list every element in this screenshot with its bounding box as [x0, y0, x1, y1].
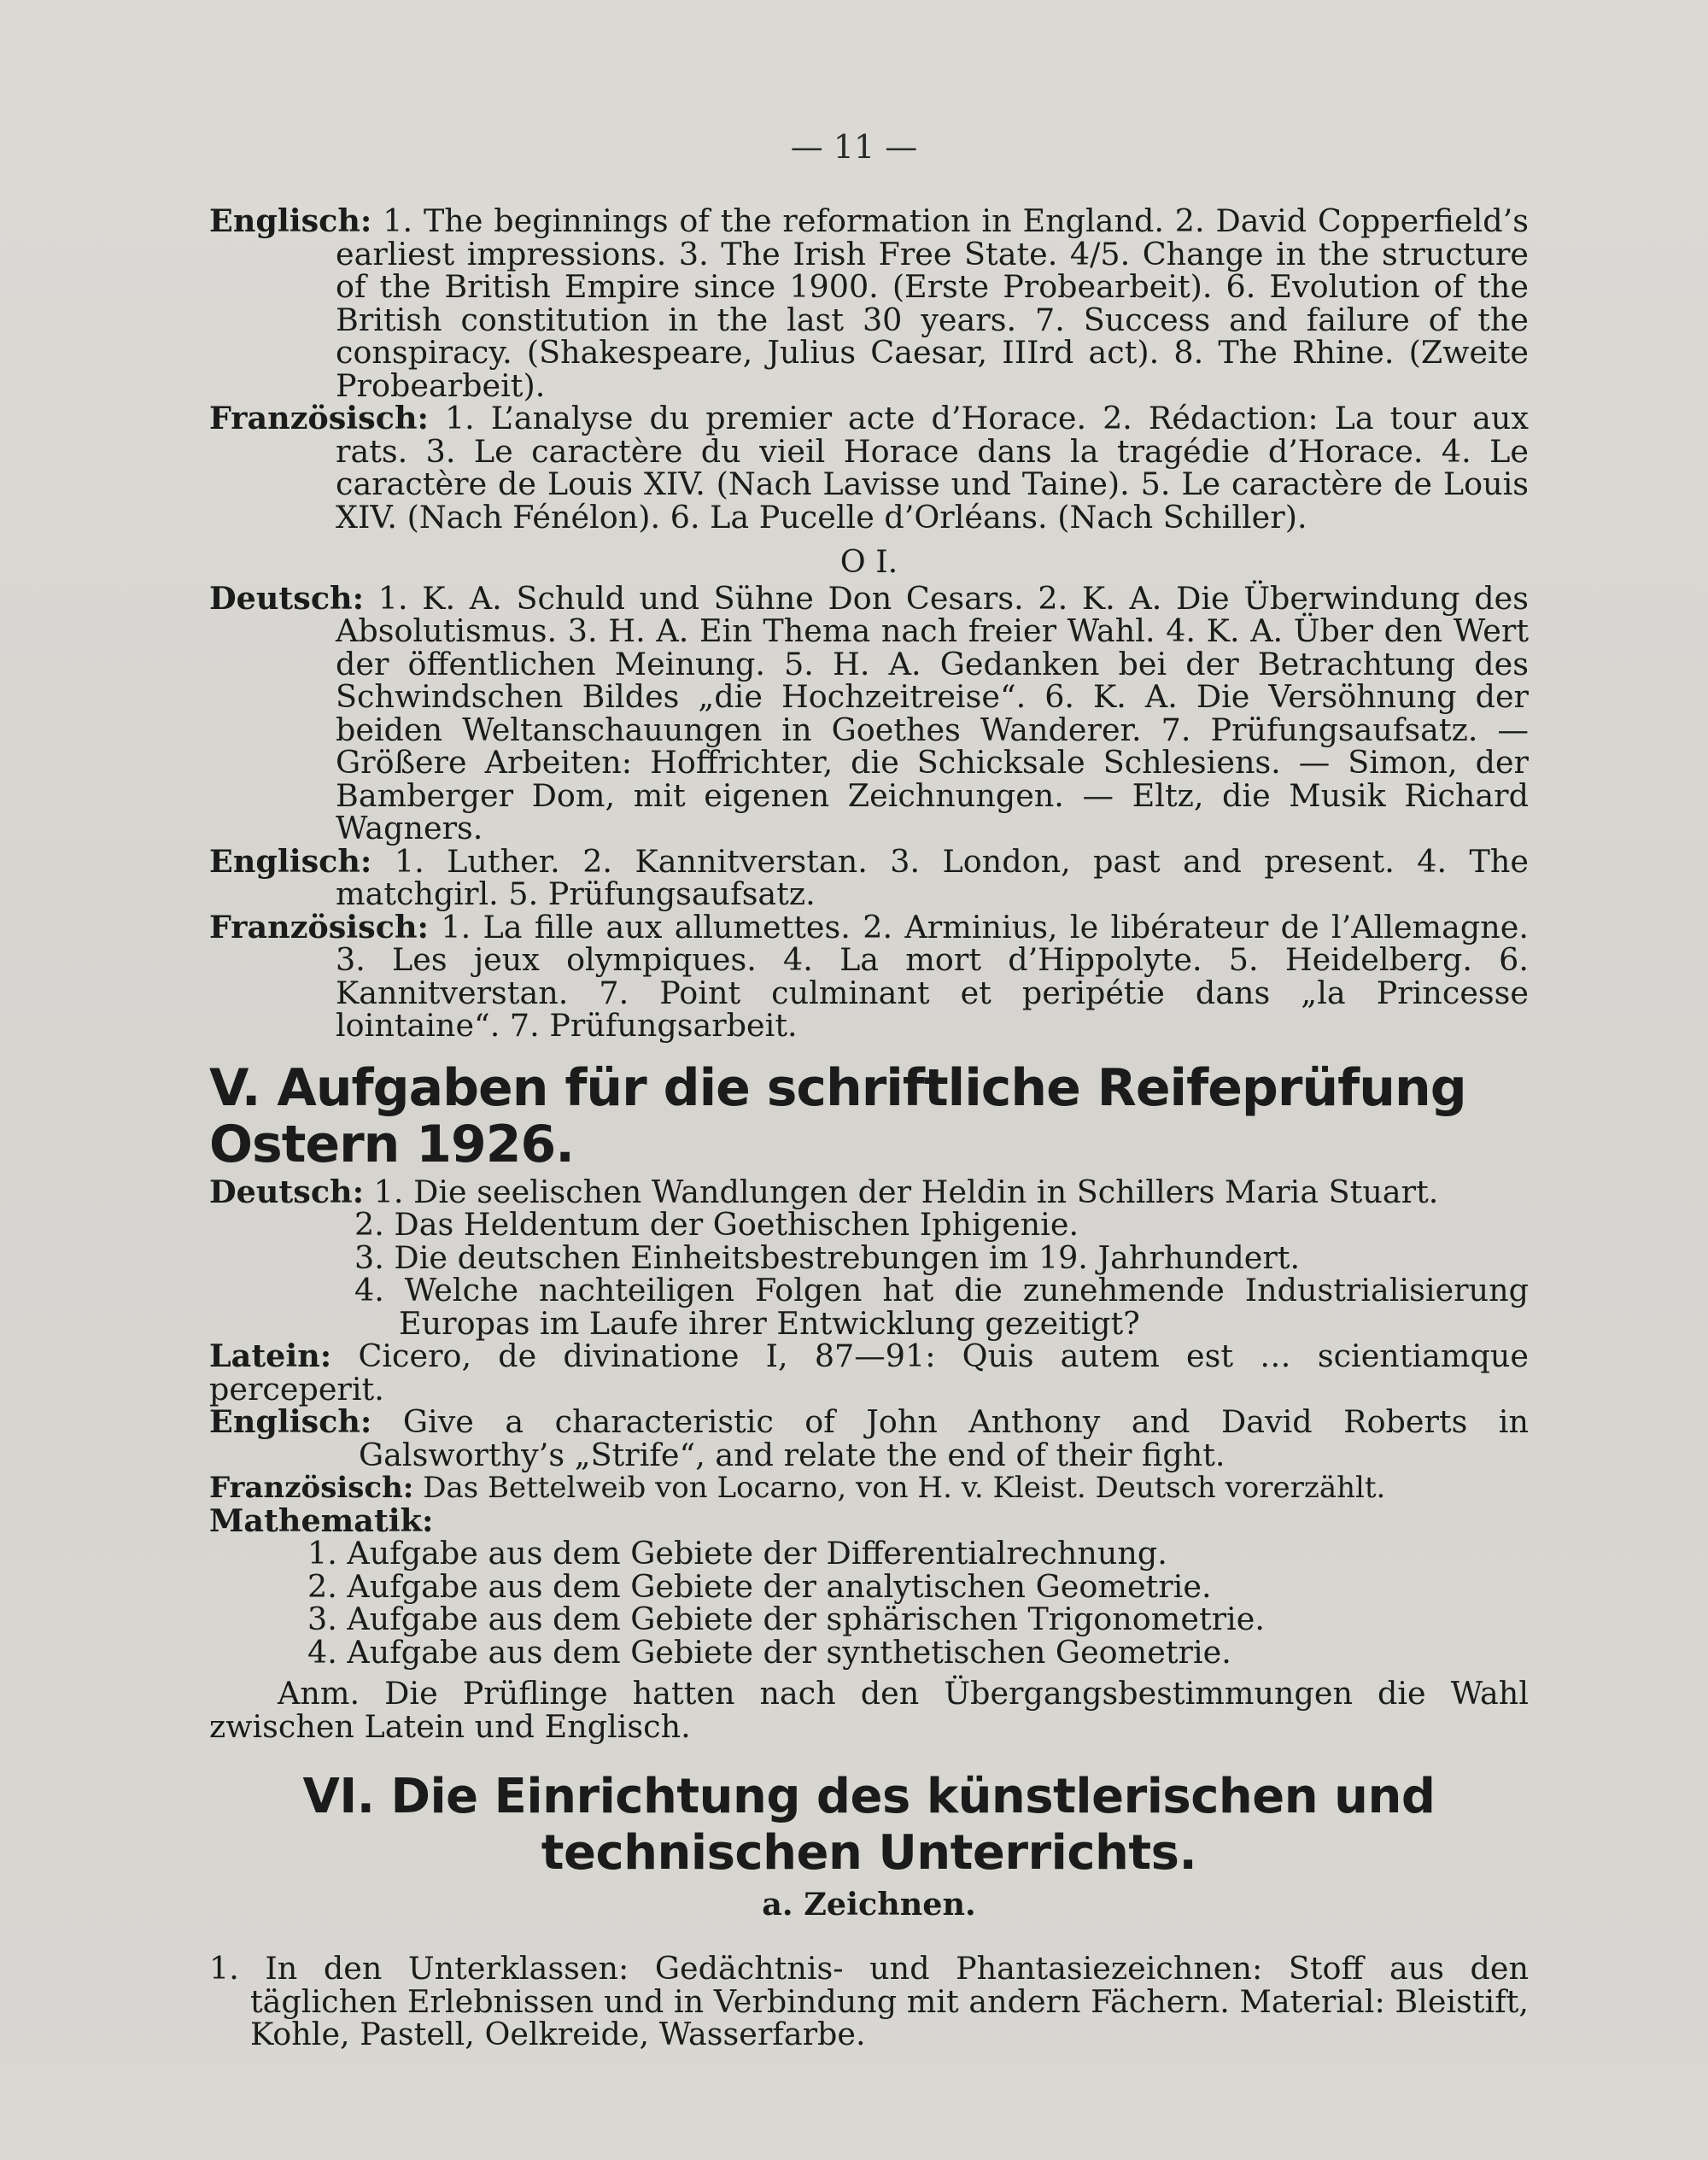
entry-latein-reife [209, 1340, 1529, 1406]
entry-franzoesisch-reife [209, 1472, 1529, 1505]
subject-label: Mathematik: [209, 1501, 434, 1539]
entry-text: 1. L’analyse du premier acte d’Horace. 2. Rédaction: La tour aux rats. 3. Le caractère du vieil Horace dans la tragédie d’Horace. 4. Le caractère de Louis XIV. (Nach Lavisse und Taine). 5. Le caractère de Louis XIV. (Nach Fénélon). 6. La Pucelle d’Orléans. (Nach Schiller). [336, 400, 1530, 536]
subject-label: Deutsch: [209, 579, 365, 617]
entry-mathematik-reife [209, 1501, 1529, 1539]
list-item: 2. Aufgabe aus dem Gebiete der analytischen Geometrie. [307, 1567, 1212, 1605]
list-item: 1. Aufgabe aus dem Gebiete der Differentialrechnung. [307, 1535, 1167, 1572]
subject-label: Deutsch: [209, 1173, 365, 1210]
list-item: 2. Das Heldentum der Goethischen Iphigenie. [354, 1206, 1079, 1243]
entry-text: 1. La fille aux allumettes. 2. Arminius, le libérateur de l’Allemagne. 3. Les jeux olympiques. 4. La mort d’Hippolyte. 5. Heidelberg. 6. Kannitverstan. 7. Point culminant et peripétie dans „la Princesse lointaine“. 7. Prüfungsarbeit. [336, 908, 1530, 1044]
subject-label: Englisch: [209, 1403, 372, 1440]
entry-englisch-o1 [209, 842, 1529, 912]
page-content [209, 202, 1530, 2052]
exam-note: Anm. Die Prüflinge hatten nach den Übergangsbestimmungen die Wahl zwischen Latein und Englisch. [209, 1675, 1529, 1745]
entry-text: Cicero, de divinatione I, 87—91: Quis autem est … scientiamque perceperit. [209, 1338, 1529, 1408]
entry-deutsch-o1 [209, 579, 1530, 846]
section-heading-vi: VI. Die Einrichtung des künstlerischen und technischen Unterrichts. [302, 1769, 1436, 1881]
subject-label: Englisch: [209, 842, 372, 880]
page-number: — 11 — [790, 128, 918, 166]
entry-franzoesisch-o1 [209, 908, 1530, 1044]
zeichnen-paragraph-1: 1. In den Unterklassen: Gedächtnis- und Phantasiezeichnen: Stoff aus den täglichen Erlebnissen und in Verbindung mit andern Fächern. Material: Bleistift, Kohle, Pastell, Oelkreide, Wasserfarbe. [209, 1950, 1529, 2052]
list-item: 4. Aufgabe aus dem Gebiete der synthetischen Geometrie. [307, 1633, 1231, 1671]
subject-label: Französisch: [209, 1471, 414, 1505]
entry-englisch-1 [209, 202, 1530, 404]
entry-text: 1. K. A. Schuld und Sühne Don Cesars. 2. K. A. Die Überwindung des Absolutismus. 3. H. A. Ein Thema nach freier Wahl. 4. K. A. Über den Wert der öffentlichen Meinung. 5. H. A. Gedanken bei der Betrachtung des Schwindschen Bildes „die Hochzeitreise“. 6. K. A. Die Versöhnung der beiden Weltanschauungen in Goethes Wanderer. 7. Prüfungsaufsatz. — Größere Arbeiten: Hoffrichter, die Schicksale Schlesiens. — Simon, der Bamberger Dom, mit eigenen Zeichnungen. — Eltz, die Musik Richard Wagners. [336, 579, 1530, 846]
entry-text: 1. The beginnings of the reformation in England. 2. David Copperfield’s earliest impressions. 3. The Irish Free State. 4/5. Change in the structure of the British Empire since 1900. (Erste Probearbeit). 6. Evolution of the British constitution in the last 30 years. 7. Success and failure of the conspiracy. (Shakespeare, Julius Caesar, IIIrd act). 8. The Rhine. (Zweite Probearbeit). [336, 202, 1530, 404]
entry-text: 1. Luther. 2. Kannitverstan. 3. London, past and present. 4. The matchgirl. 5. Prüfungsaufsatz. [336, 842, 1529, 912]
subject-label: Latein: [209, 1338, 332, 1374]
entry-text: Das Bettelweib von Locarno, von H. v. Kleist. Deutsch vorerzählt. [423, 1471, 1386, 1505]
list-item: 3. Die deutschen Einheitsbestrebungen im 19. Jahrhundert. [354, 1238, 1301, 1276]
entry-englisch-reife [209, 1403, 1529, 1473]
subject-label: Englisch: [209, 202, 372, 239]
entry-deutsch-reife [209, 1173, 1529, 1210]
mathematik-topic-list [209, 1537, 1529, 1669]
list-item: 3. Aufgabe aus dem Gebiete der sphärischen Trigonometrie. [307, 1601, 1265, 1637]
subject-label: Französisch: [209, 400, 429, 436]
list-item: 4. Welche nachteiligen Folgen hat die zunehmende Industrialisierung Europas im Laufe ihrer Entwicklung gezeitigt? [354, 1272, 1529, 1342]
subsection-heading-zeichnen: a. Zeichnen. [762, 1886, 976, 1923]
section-heading-v: V. Aufgaben für die schriftliche Reifeprüfung Ostern 1926. [209, 1057, 1466, 1174]
entry-text: Give a characteristic of John Anthony and David Roberts in Galsworthy’s „Strife“, and relate the end of their fight. [359, 1403, 1529, 1473]
entry-text: 1. Die seelischen Wandlungen der Heldin in Schillers Maria Stuart. [373, 1173, 1439, 1210]
subject-label: Französisch: [209, 908, 429, 945]
entry-franzoesisch-1 [209, 402, 1529, 534]
deutsch-topic-list [209, 1206, 1529, 1342]
class-heading-o1: O I. [839, 543, 898, 580]
